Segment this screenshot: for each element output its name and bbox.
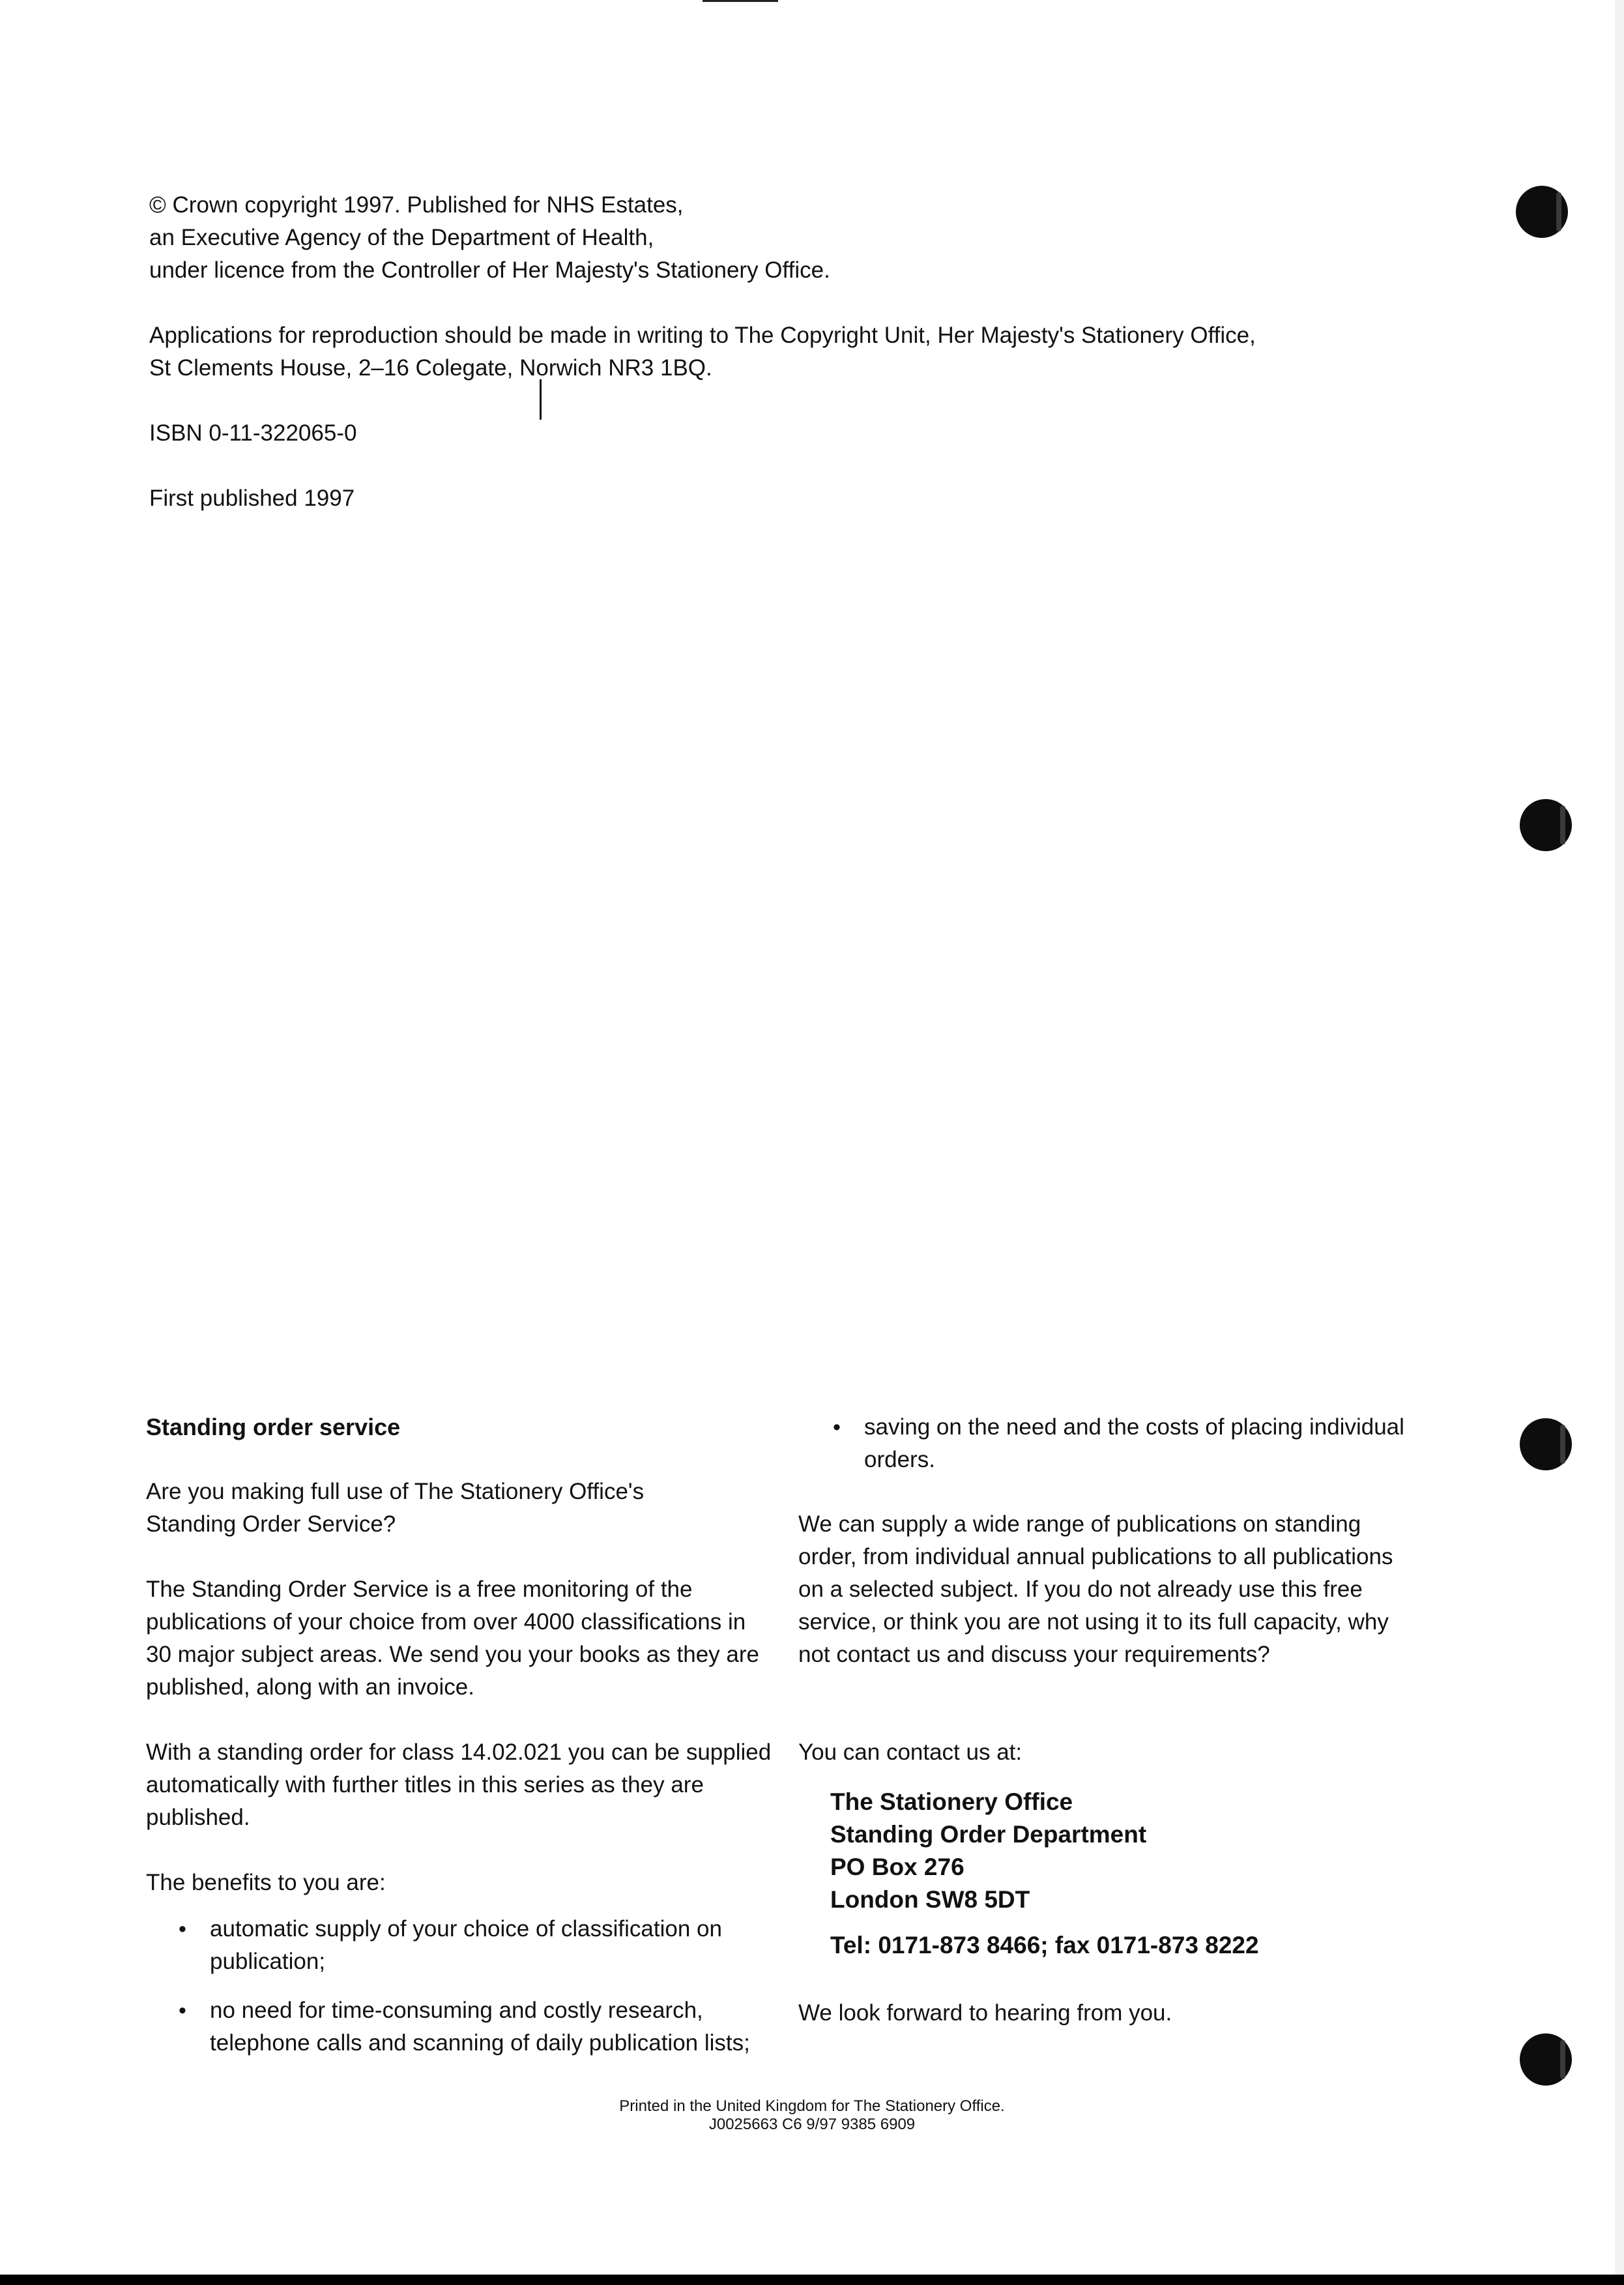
intro-paragraph: Are you making full use of The Stationery Office's Standing Order Service? [146,1479,645,1537]
benefit-list-item: • automatic supply of your choice of classification on publication; [210,1913,770,1978]
section-heading: Standing order service [146,1414,401,1440]
binder-hole [1520,2033,1572,2086]
binder-hole [1520,799,1572,851]
isbn: ISBN 0-11-322065-0 [149,420,357,446]
copyright-line: under licence from the Controller of Her Majesty's Stationery Office. [149,257,830,283]
reproduction-line: St Clements House, 2–16 Colegate, Norwich NR3 1BQ. [149,355,712,381]
contact-phone-fax: Tel: 0171-873 8466; fax 0171-873 8222 [830,1932,1259,1958]
text-cursor-mark [540,379,542,420]
description-paragraph: The Standing Order Service is a free monitoring of the publications of your choice from over 4000 classifications in 30 major subject areas. We send you your books as they are published, along with an invoice. [146,1577,759,1700]
benefit-list-item: • saving on the need and the costs of placing individual orders. [864,1411,1425,1476]
reproduction-line: Applications for reproduction should be made in writing to The Copyright Unit, Her Majesty's Stationery Office, [149,323,1256,348]
address-line: The Stationery Office [830,1788,1073,1815]
contact-intro: You can contact us at: [798,1739,1022,1765]
first-published: First published 1997 [149,486,355,511]
top-rule [703,0,778,2]
closing-line: We look forward to hearing from you. [798,2000,1172,2026]
copyright-line: an Executive Agency of the Department of Health, [149,225,654,250]
binder-hole [1520,1418,1572,1470]
page-edge-shadow [1615,0,1624,2285]
benefit-list-item: • no need for time-consuming and costly research, telephone calls and scanning of daily publication lists; [210,1994,770,2059]
printer-imprint: Printed in the United Kingdom for The Stationery Office. [619,2097,1005,2115]
binder-hole [1516,186,1568,238]
print-code: J0025663 C6 9/97 9385 6909 [708,2116,916,2133]
range-paragraph: We can supply a wide range of publications on standing order, from individual annual publications to all publications on a selected subject. If you do not already use this free service, or think you are not using it to its full capacity, why not contact us and discuss your requirements? [798,1511,1393,1667]
address-line: PO Box 276 [830,1854,964,1880]
address-line: Standing Order Department [830,1821,1147,1848]
benefits-intro: The benefits to you are: [146,1870,386,1895]
bottom-scan-border [0,2275,1624,2285]
address-line: London SW8 5DT [830,1886,1030,1913]
copyright-line: © Crown copyright 1997. Published for NHS Estates, [149,192,684,218]
class-note-paragraph: With a standing order for class 14.02.021 you can be supplied automatically with further titles in this series as they are published. [146,1739,772,1830]
